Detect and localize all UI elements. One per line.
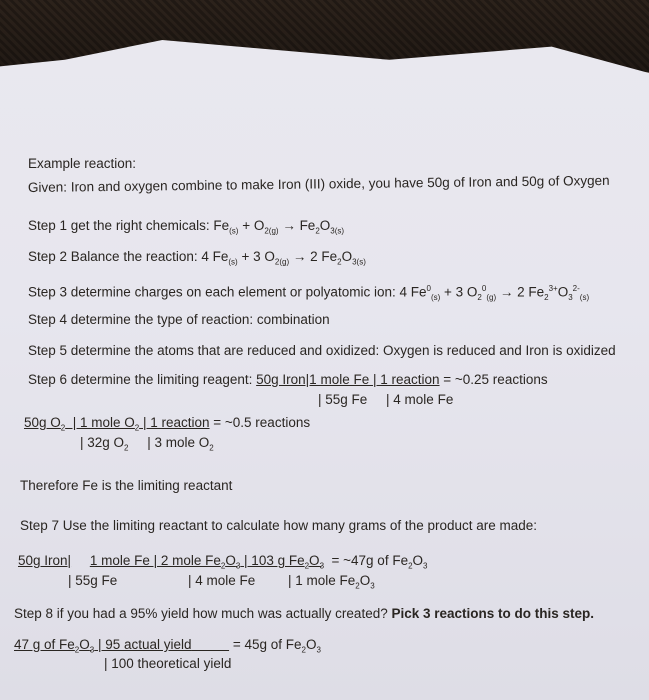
step7-line: Step 7 Use the limiting reactant to calculate how many grams of the product are made:: [20, 518, 538, 533]
step5-line: Step 5 determine the atoms that are reduced and oxidized: Oxygen is reduced and Iron is oxidized: [28, 343, 616, 358]
therefore-line: Therefore Fe is the limiting reactant: [20, 478, 233, 493]
step7-denom-2: | 4 mole Fe: [188, 573, 256, 588]
paper-sheet: [0, 40, 649, 700]
step8-calc: 47 g of $Fe_2O_3$ | 95 actual yield = 45g of $Fe_2O_3$: [14, 637, 321, 655]
step2-line: Step 2 Balance the reaction: 4 $Fe_{(s)} + 3$ $O_{2(g)} \to 2$ $Fe_2O_{3(s)}$: [28, 249, 366, 267]
oxygen-calc: 50g $O_2$ | 1 mole $O_2$ | 1 reaction = ~0.5 reactions: [24, 415, 311, 433]
step7-denom-1: | 55g Fe: [68, 573, 118, 588]
step4-line: Step 4 determine the type of reaction: combination: [28, 312, 330, 327]
step7-calc: 50g Iron| 1 mole Fe | 2 mole $Fe_2O_3$ | 103 g $Fe_2O_3$ = ~47g of $Fe_2O_3$: [18, 553, 428, 571]
step6-denominator: | 55g Fe | 4 mole Fe: [318, 392, 454, 407]
step7-denom-3: | 1 mole $Fe_2O_3$: [288, 573, 375, 591]
heading: Example reaction:: [28, 156, 137, 171]
step1-line: Step 1 get the right chemicals: $Fe_{(s)} + O_{2(g)} \to Fe_2O_{3(s)}$: [28, 218, 345, 236]
oxygen-denominator: | 32g $O_2$ | 3 mole $O_2$: [80, 435, 214, 453]
step3-line: Step 3 determine charges on each element or polyatomic ion: 4 $Fe^0_{(s)} + 3$ $O_2^0_{(g)} \to 2$ $Fe_2^{3+}O_3^{2-}_{(s)}$: [28, 284, 590, 303]
given-line: Given: Iron and oxygen combine to make Iron (III) oxide, you have 50g of Iron and 50g of Oxygen: [27, 172, 610, 195]
step8-line: Step 8 if you had a 95% yield how much was actually created? Pick 3 reactions to do this step.: [14, 606, 595, 621]
step8-denominator: | 100 theoretical yield: [104, 656, 232, 671]
step6-line: Step 6 determine the limiting reagent: 50g Iron|1 mole Fe | 1 reaction = ~0.25 reactions: [28, 372, 548, 387]
